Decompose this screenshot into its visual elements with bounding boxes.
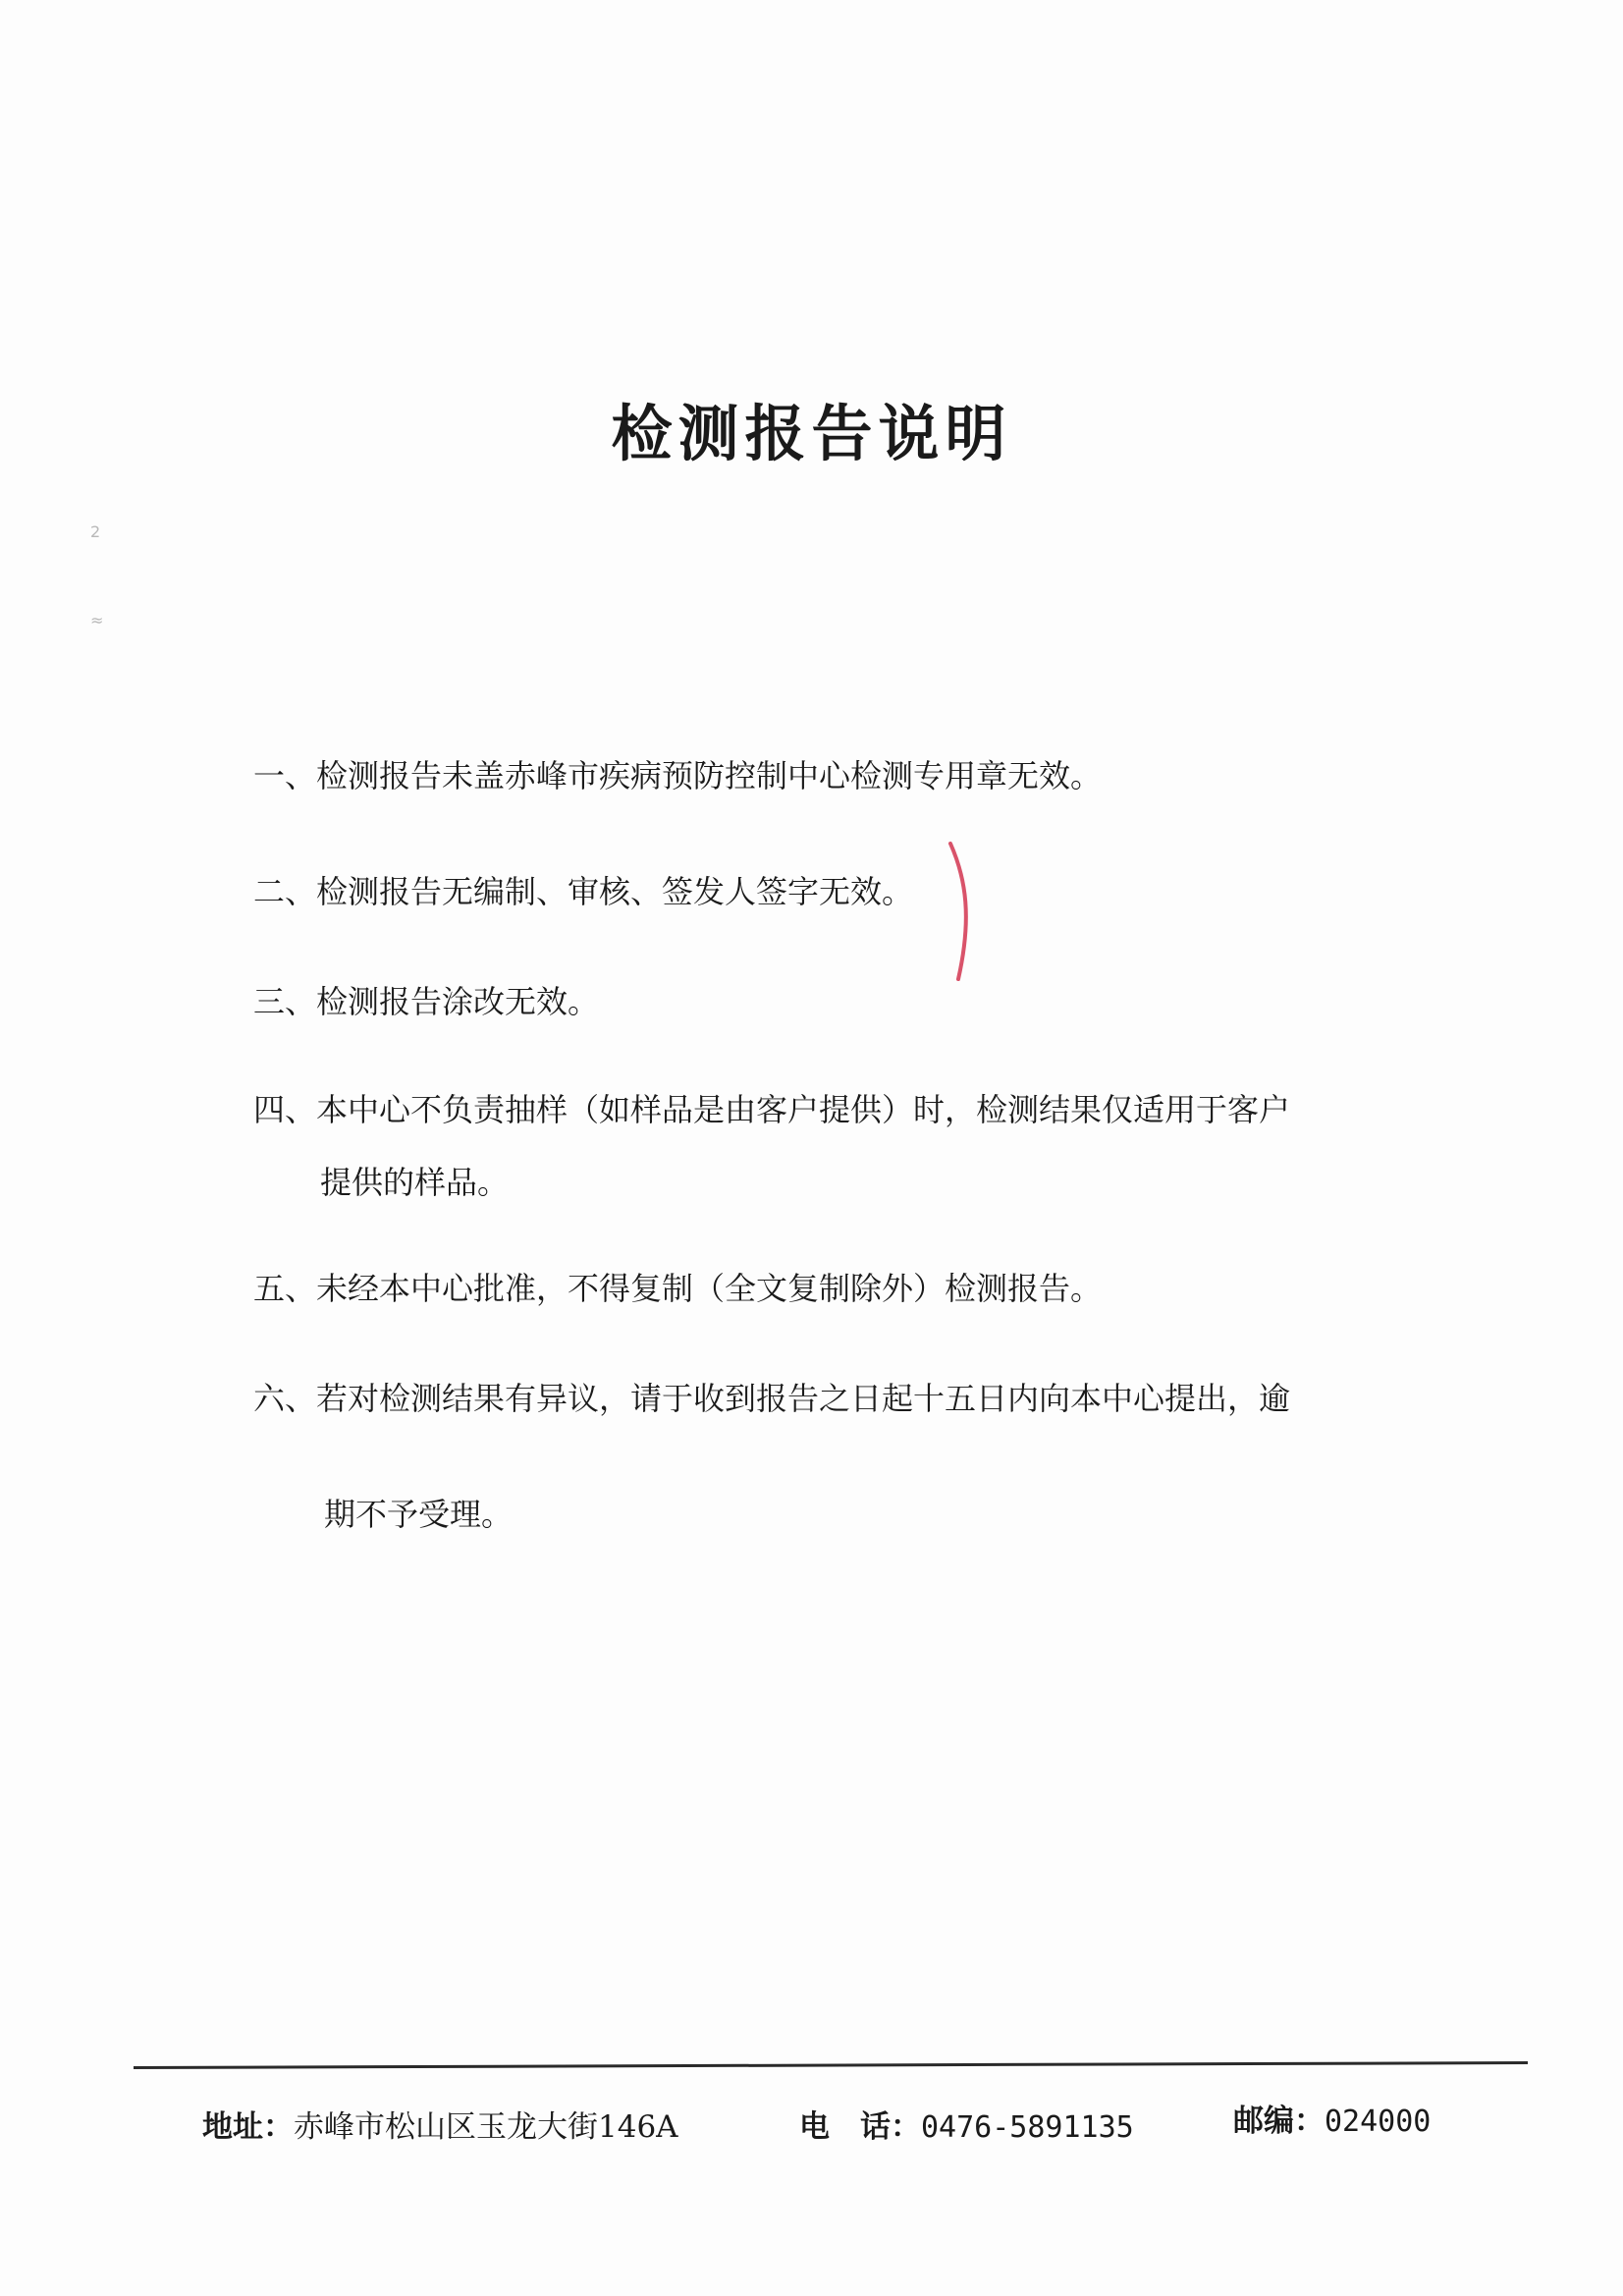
address-label: 地址： (202, 2109, 294, 2145)
clause-number: 一、 (253, 757, 317, 794)
clause-text: 若对检测结果有异议，请于收到报告之日起十五日内向本中心提出，逾 (316, 1380, 1291, 1417)
phone-value: 0476-5891135 (921, 2110, 1134, 2145)
clause-4 (253, 1090, 1290, 1129)
phone-label: 电 话： (799, 2109, 921, 2145)
clause-text: 检测报告无编制、审核、签发人签字无效。 (316, 873, 914, 910)
clause-5 (253, 1269, 1102, 1308)
postcode-label: 邮编： (1233, 2104, 1325, 2139)
clause-text: 本中心不负责抽样（如样品是由客户提供）时，检测结果仅适用于客户 (316, 1091, 1291, 1128)
footer-address (202, 2107, 678, 2147)
scan-artifact-mark: 2 (90, 522, 101, 541)
clause-1 (253, 756, 1102, 795)
postcode-value: 024000 (1325, 2105, 1432, 2139)
clause-number: 二、 (253, 873, 317, 910)
address-value: 赤峰市松山区玉龙大街146A (294, 2109, 678, 2145)
clause-text: 检测报告未盖赤峰市疾病预防控制中心检测专用章无效。 (316, 757, 1103, 794)
clause-number: 三、 (253, 983, 317, 1020)
footer-phone (799, 2107, 1134, 2148)
clause-text: 检测报告涂改无效。 (316, 983, 600, 1020)
red-pen-mark (933, 840, 982, 987)
footer-postcode (1233, 2102, 1431, 2142)
clause-4-continuation: 提供的样品。 (320, 1164, 510, 1201)
clause-6-continuation: 期不予受理。 (324, 1496, 514, 1533)
clause-3 (253, 982, 599, 1021)
clause-2 (253, 872, 913, 911)
pen-stroke (950, 844, 966, 979)
clause-number: 五、 (253, 1270, 317, 1307)
footer-divider (134, 2061, 1528, 2069)
clause-6 (253, 1379, 1290, 1418)
document-title: 检测报告说明 (611, 398, 1012, 469)
clause-number: 六、 (253, 1380, 317, 1417)
clause-text: 未经本中心批准，不得复制（全文复制除外）检测报告。 (316, 1270, 1103, 1307)
clause-number: 四、 (253, 1091, 317, 1128)
scan-artifact-mark: ≈ (90, 611, 104, 629)
